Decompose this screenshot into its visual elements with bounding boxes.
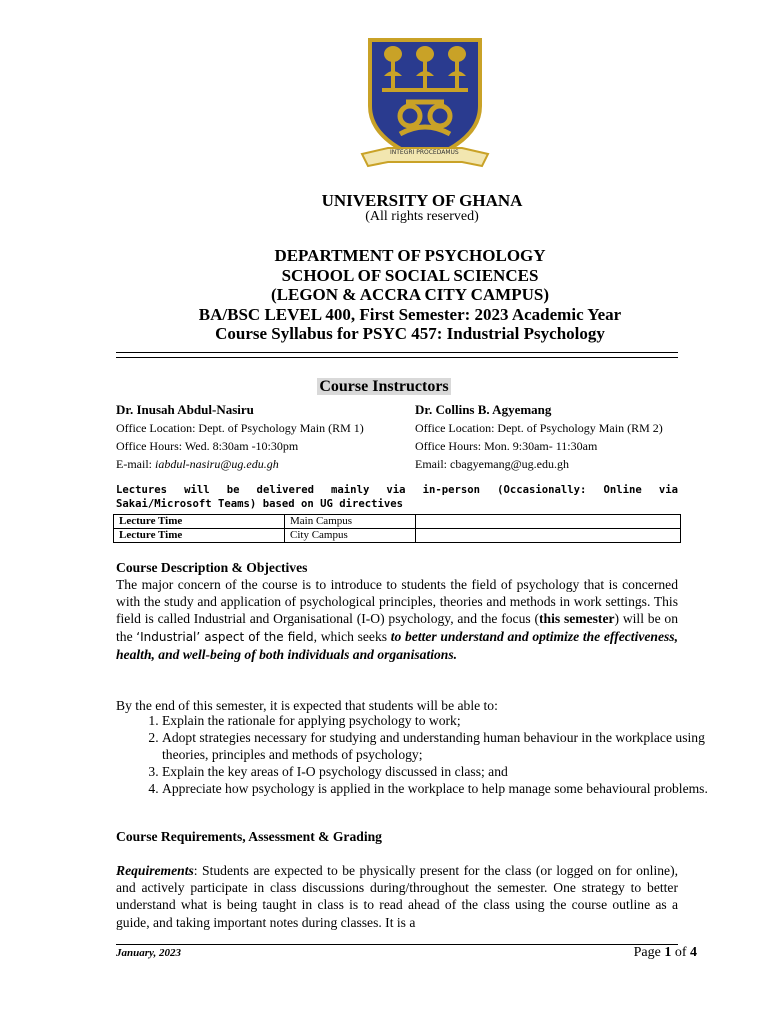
instructor-name: Dr. Inusah Abdul-Nasiru <box>116 402 254 417</box>
footer-divider <box>116 944 678 945</box>
department-name: DEPARTMENT OF PSYCHOLOGY <box>274 246 546 265</box>
instructor-email-line <box>116 455 406 473</box>
course-header <box>26 246 768 344</box>
description-bold: this semester <box>539 611 615 627</box>
objectives-list <box>116 712 724 797</box>
list-item: 2. Adopt strategies necessary for studying and understanding human behaviour in the workplace using theories, principles and methods of psychology; <box>162 729 724 763</box>
instructor-name: Dr. Collins B. Agyemang <box>415 402 552 417</box>
description-emphasis: to better understand and optimize the effectiveness, health, and well-being of both individuals and organisations. <box>116 628 678 662</box>
campus-name: (LEGON & ACCRA CITY CAMPUS) <box>271 285 549 305</box>
divider-bottom <box>116 357 678 358</box>
school-name: SCHOOL OF SOCIAL SCIENCES <box>281 265 539 285</box>
list-item: 4. Appreciate how psychology is applied in the workplace to help manage some behavioural problems. <box>162 780 724 797</box>
divider-top <box>116 352 678 353</box>
email-label: E-mail: <box>116 457 155 471</box>
instructor-hours: Office Hours: Mon. 9:30am- 11:30am <box>415 439 598 453</box>
rights-notice: (All rights reserved) <box>365 209 479 224</box>
university-name: UNIVERSITY OF GHANA <box>321 191 523 210</box>
instructor-office: Office Location: Dept. of Psychology Main (RM 1) <box>116 421 364 435</box>
instructors-heading <box>0 378 768 396</box>
table-cell-label: Lecture Time <box>114 515 285 529</box>
table-row <box>114 515 681 529</box>
table-cell-label: Lecture Time <box>114 529 285 543</box>
requirements-heading: Course Requirements, Assessment & Grading <box>116 829 382 844</box>
crest-motto: INTEGRI PROCEDAMUS <box>390 149 459 156</box>
instructors-title: Course Instructors <box>319 378 449 395</box>
table-cell-campus: City Campus <box>285 529 416 543</box>
requirements-paragraph <box>116 862 678 931</box>
requirements-label: Requirements <box>116 863 194 878</box>
table-cell-extra <box>416 515 681 529</box>
lecture-note-line2: Sakai/Microsoft Teams) based on UG directives <box>116 498 404 510</box>
footer-date: January, 2023 <box>116 947 181 959</box>
table-row <box>114 529 681 543</box>
page-of: of <box>671 945 690 960</box>
description-text-b: ) will be on the <box>116 611 678 644</box>
description-industrial: ‘Industrial’ aspect of the field <box>136 629 314 644</box>
level-line: BA/BSC LEVEL 400, First Semester: 2023 Academic Year <box>198 304 622 324</box>
lecture-delivery-note <box>116 483 678 511</box>
page-label: Page <box>633 945 665 960</box>
description-heading: Course Description & Objectives <box>116 560 308 575</box>
table-cell-campus: Main Campus <box>285 515 416 529</box>
requirements-text: : Students are expected to be physically present for the class (or logged on for online), and actively participate in class discussions during/throughout the semester. One strategy to better understand what is being taught in class is to read ahead of the class using the course outline as a guide, and taking important notes during classes. It is a <box>116 863 678 930</box>
list-item: 3. Explain the key areas of I-O psychology discussed in class; and <box>162 763 724 780</box>
lecture-time-table <box>113 514 681 543</box>
description-text-c: , which seeks <box>313 628 391 644</box>
instructor-email-link[interactable]: iabdul-nasiru@ug.edu.gh <box>155 457 279 471</box>
objectives-intro: By the end of this semester, it is expected that students will be able to: <box>116 698 498 713</box>
table-cell-extra <box>416 529 681 543</box>
instructor-left <box>116 401 406 473</box>
instructor-office: Office Location: Dept. of Psychology Main (RM 2) <box>415 421 663 435</box>
course-title: Course Syllabus for PSYC 457: Industrial Psychology <box>215 324 605 344</box>
description-paragraph <box>116 576 678 663</box>
instructor-email-link[interactable]: Email: cbagyemang@ug.edu.gh <box>415 457 570 471</box>
page-total: 4 <box>690 945 697 960</box>
instructor-right <box>415 401 705 473</box>
lecture-note-line1: Lectures will be delivered mainly via in-person (Occasionally: Online via <box>116 484 678 496</box>
description-text: The major concern of the course is to introduce to students the field of psychology that is concerned with the study and application of psychological principles, theories and methods in work settings. This field is called Industrial and Organisational (I-O) psychology, and the focus ( <box>116 577 678 627</box>
page-current: 1 <box>664 945 672 960</box>
list-item: 1. Explain the rationale for applying psychology to work; <box>162 712 724 729</box>
page-number <box>634 945 697 961</box>
instructor-hours: Office Hours: Wed. 8:30am -10:30pm <box>116 439 299 453</box>
